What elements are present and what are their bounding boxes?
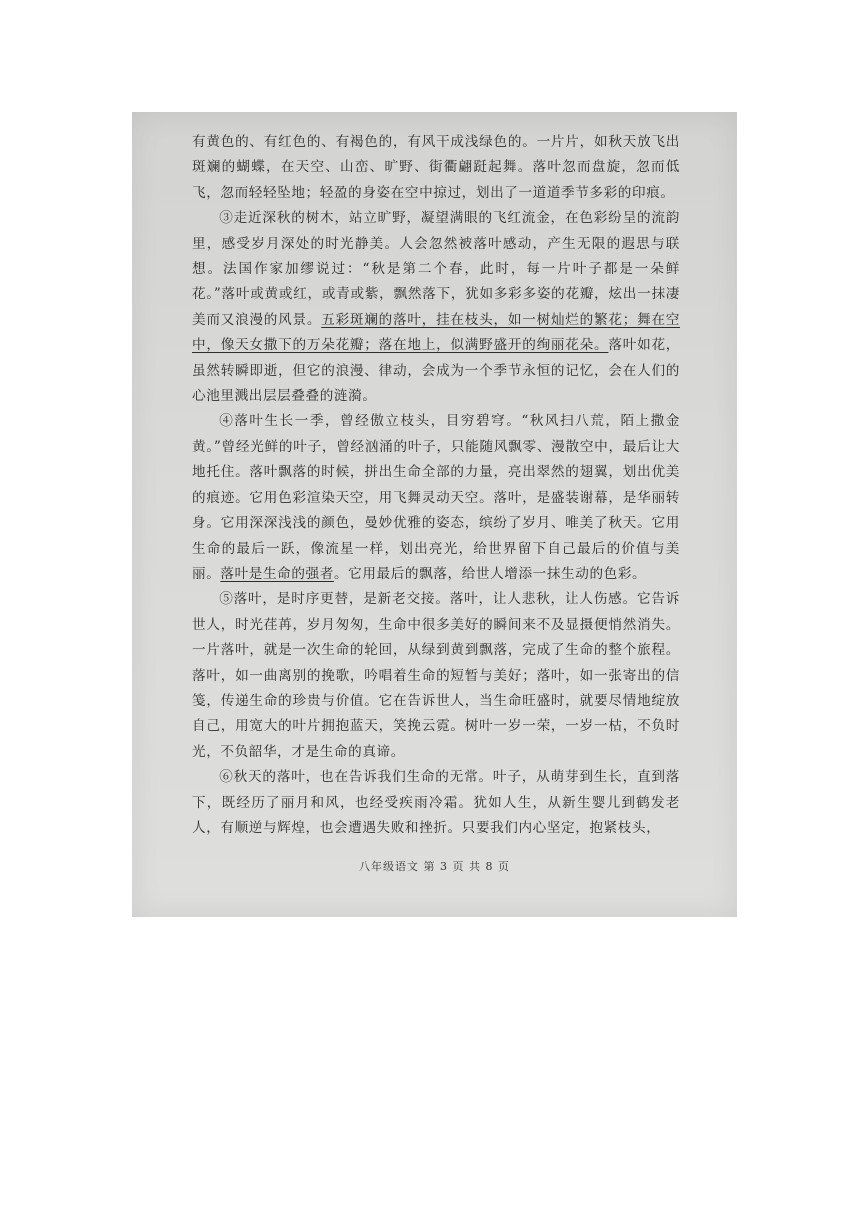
text-segment: ⑥秋天的落叶，也在告诉我们生命的无常。叶子，从萌芽到生长，直到落下，既经历了丽月和风，也经受疾雨冷霜。犹如人生，从新生婴儿到鹤发老人，有顺逆与辉煌，也会遭遇失败和挫折。只要我们内心坚定，抱紧枝头，: [192, 769, 680, 836]
article-body: [192, 130, 680, 841]
scanned-page-photo: [132, 112, 737, 917]
underlined-sentence: 落叶是生命的强者: [220, 565, 334, 582]
text-segment: 。它用最后的飘落，给世人增添一抹生动的色彩。: [333, 565, 647, 582]
text-segment: ④落叶生长一季，曾经傲立枝头，目穷碧穹。“秋风扫八荒，陌上撒金黄。”曾经光鲜的叶子，曾经汹涌的叶子，只能随风飘零、漫散空中，最后让大地托住。落叶飘落的时候，拼出生命全部的力量，亮出翠然的翅翼，划出优美的痕迹。它用色彩渲染天空，用飞舞灵动天空。落叶，是盛装谢幕，是华丽转身。它用深深浅浅的颜色，曼妙优雅的姿态，缤纷了岁月、唯美了秋天。它用生命的最后一跃，像流星一样，划出亮光，给世界留下自己最后的价值与美丽。: [192, 413, 680, 582]
text-segment: 落叶如花，虽然转瞬即逝，但它的浪漫、律动，会成为一个季节永恒的记忆，会在人们的心池里溅出层层叠叠的涟漪。: [192, 337, 680, 405]
paragraph-p4: [192, 409, 680, 587]
paragraph-p3: [192, 206, 680, 409]
paragraph-p5: [192, 587, 680, 765]
text-segment: ⑤落叶，是时序更替，是新老交接。落叶，让人悲秋，让人伤感。它告诉世人，时光荏苒，岁月匆匆，生命中很多美好的瞬间来不及显摄便悄然消失。一片落叶，就是一次生命的轮回，从绿到黄到飘落，完成了生命的整个旅程。落叶，如一曲离别的挽歌，吟唱着生命的短暂与美好；落叶，如一张寄出的信笺，传递生命的珍贵与价值。它在告诉世人，当生命旺盛时，就要尽情地绽放自己，用宽大的叶片拥抱蓝天，笑挽云霓。树叶一岁一荣，一岁一枯，不负时光，不负韶华，才是生命的真谛。: [192, 591, 680, 760]
text-segment: 有黄色的、有红色的、有褐色的，有风干成浅绿色的。一片片，如秋天放飞出斑斓的蝴蝶，在天空、山峦、旷野、街衢翩跹起舞。落叶忽而盘旋，忽而低飞，忽而轻轻坠地；轻盈的身姿在空中掠过，划出了一道道季节多彩的印痕。: [192, 134, 680, 201]
paragraph-p2-tail: [192, 130, 680, 206]
text-segment: ③走近深秋的树木，站立旷野，凝望满眼的飞红流金，在色彩纷呈的流韵里，感受岁月深处的时光静美。人会忽然被落叶感动，产生无限的遐思与联想。法国作家加缪说过：“秋是第二个春，此时，每一片叶子都是一朵鲜花。”落叶或黄或红，或青或紫，飘然落下，犹如多彩多姿的花瓣，炫出一抹凄美而又浪漫的风景。: [192, 210, 680, 328]
paragraph-p6: [192, 765, 680, 841]
page-footer: 八年级语文 第 3 页 共 8 页: [359, 860, 510, 873]
underlined-sentence: 五彩斑斓的落叶，挂在枝头，如一树灿烂的繁花；舞在空中，像天女撒下的万朵花瓣；落在地上，似满野盛开的绚丽花朵。: [192, 311, 680, 354]
